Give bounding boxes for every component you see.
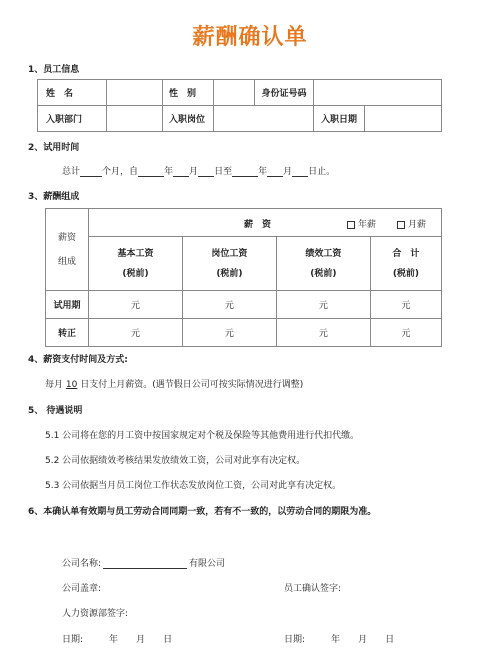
section-4-heading: 4、薪资支付时间及方式: — [28, 355, 128, 365]
payment-text: 每月 10 日支付上月薪资。(遇节假日公司可按实际情况进行调整) — [45, 380, 304, 390]
table-row — [46, 291, 442, 319]
annual-option[interactable]: 年薪 — [347, 217, 376, 230]
salary-type-row — [89, 209, 442, 237]
probation-basic-cell[interactable]: 元 — [89, 291, 183, 319]
start-year-blank[interactable] — [138, 167, 164, 177]
end-month-blank[interactable] — [267, 167, 283, 177]
company-date-line: 日期: 年 月 日 — [62, 635, 173, 645]
document-title: 薪酬确认单 — [192, 25, 308, 50]
section-3-heading: 3、薪酬组成 — [28, 192, 80, 202]
probation-post-cell[interactable]: 元 — [182, 291, 276, 319]
benefit-item: 5.3 公司依据当月员工岗位工作状态发放岗位工资，公司对此享有决定权。 — [45, 481, 342, 491]
hr-sign-label: 人力资源部签字: — [62, 609, 129, 619]
salary-table — [45, 208, 442, 347]
name-label: 姓 名 — [38, 80, 107, 106]
id-field[interactable] — [314, 80, 442, 106]
row-label-probation: 试用期 — [46, 291, 89, 319]
end-year-blank[interactable] — [232, 167, 258, 177]
id-label: 身份证号码 — [255, 80, 314, 106]
section-1-heading: 1、员工信息 — [28, 65, 80, 75]
gender-label: 性 别 — [163, 80, 214, 106]
monthly-checkbox[interactable] — [397, 221, 405, 229]
probation-period-text: 总计 个月，自 年 月 日至 年 月 日止。 — [62, 167, 336, 177]
probation-total-cell[interactable]: 元 — [370, 291, 441, 319]
regular-total-cell[interactable]: 元 — [370, 319, 441, 347]
months-blank[interactable] — [80, 167, 102, 177]
probation-performance-cell[interactable]: 元 — [276, 291, 370, 319]
date-field[interactable] — [365, 106, 442, 132]
pay-day[interactable]: 10 — [65, 380, 78, 390]
regular-performance-cell[interactable]: 元 — [276, 319, 370, 347]
col-basic-salary: 基本工资 (税前) — [89, 237, 183, 291]
regular-post-cell[interactable]: 元 — [182, 319, 276, 347]
salary-composition-label: 薪资 组成 — [46, 209, 89, 291]
col-total: 合 计 (税前) — [370, 237, 441, 291]
post-label: 入职岗位 — [163, 106, 214, 132]
employee-sign-label: 员工确认签字: — [284, 584, 342, 594]
col-post-salary: 岗位工资 (税前) — [182, 237, 276, 291]
company-name-blank[interactable] — [103, 559, 187, 569]
benefit-item: 5.1 公司将在您的月工资中按国家规定对个税及保险等其他费用进行代扣代缴。 — [45, 431, 360, 441]
section-5-heading: 5、 待遇说明 — [28, 406, 83, 416]
company-name-line: 公司名称: 有限公司 — [62, 559, 226, 569]
end-day-blank[interactable] — [292, 167, 308, 177]
salary-label: 薪 资 — [244, 220, 272, 230]
dept-label: 入职部门 — [38, 106, 107, 132]
benefit-item: 5.2 公司依据绩效考核结果发放绩效工资，公司对此享有决定权。 — [45, 456, 306, 466]
monthly-option[interactable]: 月薪 — [397, 217, 426, 230]
row-label-regular: 转正 — [46, 319, 89, 347]
regular-basic-cell[interactable]: 元 — [89, 319, 183, 347]
name-field[interactable] — [107, 80, 163, 106]
start-day-blank[interactable] — [198, 167, 214, 177]
company-seal-label: 公司盖章: — [62, 584, 102, 594]
annual-checkbox[interactable] — [347, 221, 355, 229]
post-field[interactable] — [214, 106, 314, 132]
table-row — [46, 319, 442, 347]
dept-field[interactable] — [107, 106, 163, 132]
col-performance-salary: 绩效工资 (税前) — [276, 237, 370, 291]
employee-info-table — [37, 79, 442, 132]
start-month-blank[interactable] — [173, 167, 189, 177]
section-2-heading: 2、试用时间 — [28, 143, 80, 153]
gender-field[interactable] — [214, 80, 255, 106]
section-6-heading: 6、本确认单有效期与员工劳动合同同期一致，若有不一致的，以劳动合同的期限为准。 — [28, 507, 377, 517]
date-label: 入职日期 — [314, 106, 365, 132]
employee-date-line: 日期: 年 月 日 — [284, 635, 395, 645]
